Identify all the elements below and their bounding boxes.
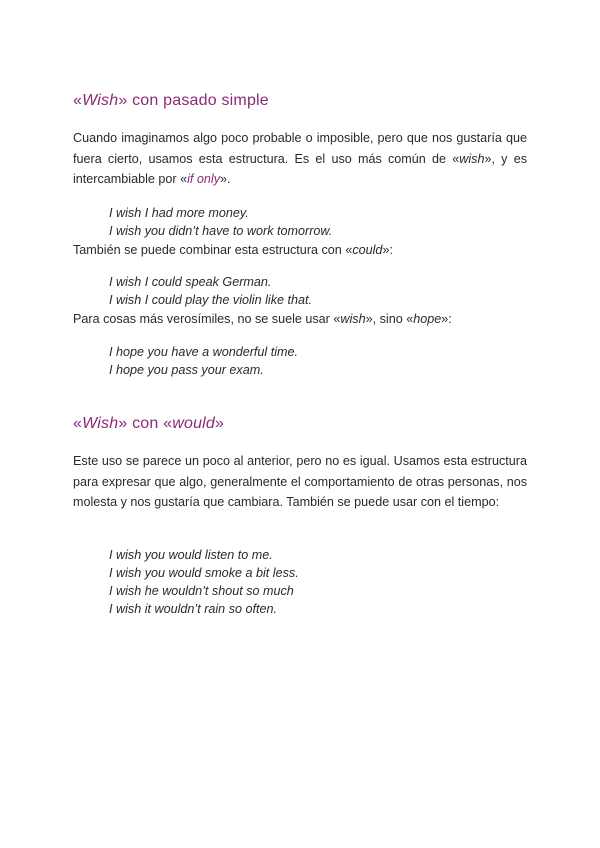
example-line: I wish you would listen to me. bbox=[109, 548, 273, 562]
heading-quote-close: » bbox=[118, 92, 128, 109]
examples-wish-past bbox=[109, 204, 332, 240]
could-text-1: También se puede combinar esta estructura con « bbox=[73, 243, 353, 257]
heading-quote-2: » con « bbox=[118, 415, 173, 432]
hope-em-wish: wish bbox=[340, 312, 366, 326]
could-text-2: »: bbox=[382, 243, 393, 257]
intro-text-2: », y es intercambiable por « bbox=[73, 151, 527, 186]
hope-text-2: », sino « bbox=[365, 312, 414, 326]
example-line: I wish he wouldn’t shout so much bbox=[109, 584, 294, 598]
intro-em-if-only: if only bbox=[187, 172, 221, 186]
section-heading-wish-past-simple bbox=[73, 92, 269, 110]
hope-text-3: »: bbox=[441, 312, 452, 326]
hope-text-1: Para cosas más verosímiles, no se suele usar « bbox=[73, 312, 341, 326]
examples-hope bbox=[109, 343, 298, 379]
example-line: I hope you pass your exam. bbox=[109, 363, 264, 377]
example-line: I wish you would smoke a bit less. bbox=[109, 566, 299, 580]
example-line: I wish I could play the violin like that. bbox=[109, 293, 313, 307]
would-paragraph: Este uso se parece un poco al anterior, pero no es igual. Usamos esta estructura para expresar que algo, generalmente el comportamiento de otras personas, nos molesta y nos gustaría que cambiara. También se puede usar con el tiempo: bbox=[73, 454, 527, 509]
section-heading-wish-would bbox=[73, 415, 224, 433]
heading-keyword-would: would bbox=[172, 415, 216, 432]
example-line: I wish I could speak German. bbox=[109, 275, 272, 289]
heading-quote-open: « bbox=[73, 92, 83, 109]
intro-text-1: Cuando imaginamos algo poco probable o imposible, pero que nos gustaría que fuera cierto, usamos esta estructura. Es el uso más común de « bbox=[73, 131, 527, 166]
heading-quote-3: » bbox=[215, 415, 225, 432]
example-line: I wish I had more money. bbox=[109, 206, 249, 220]
could-paragraph bbox=[73, 240, 527, 261]
intro-text-3: ». bbox=[220, 172, 231, 186]
example-line: I hope you have a wonderful time. bbox=[109, 345, 299, 359]
heading-keyword-wish: Wish bbox=[82, 92, 119, 109]
examples-would bbox=[109, 546, 299, 618]
hope-paragraph bbox=[73, 309, 527, 330]
intro-em-wish: wish bbox=[459, 151, 485, 166]
heading-quote-1: « bbox=[73, 415, 83, 432]
hope-em-hope: hope bbox=[413, 312, 442, 326]
heading-keyword-wish: Wish bbox=[82, 415, 119, 432]
heading-rest: con pasado simple bbox=[127, 92, 269, 109]
intro-paragraph bbox=[73, 128, 527, 190]
example-line: I wish you didn’t have to work tomorrow. bbox=[109, 224, 333, 238]
examples-could bbox=[109, 273, 312, 309]
could-em: could bbox=[352, 243, 383, 257]
example-line: I wish it wouldn’t rain so often. bbox=[109, 602, 277, 616]
